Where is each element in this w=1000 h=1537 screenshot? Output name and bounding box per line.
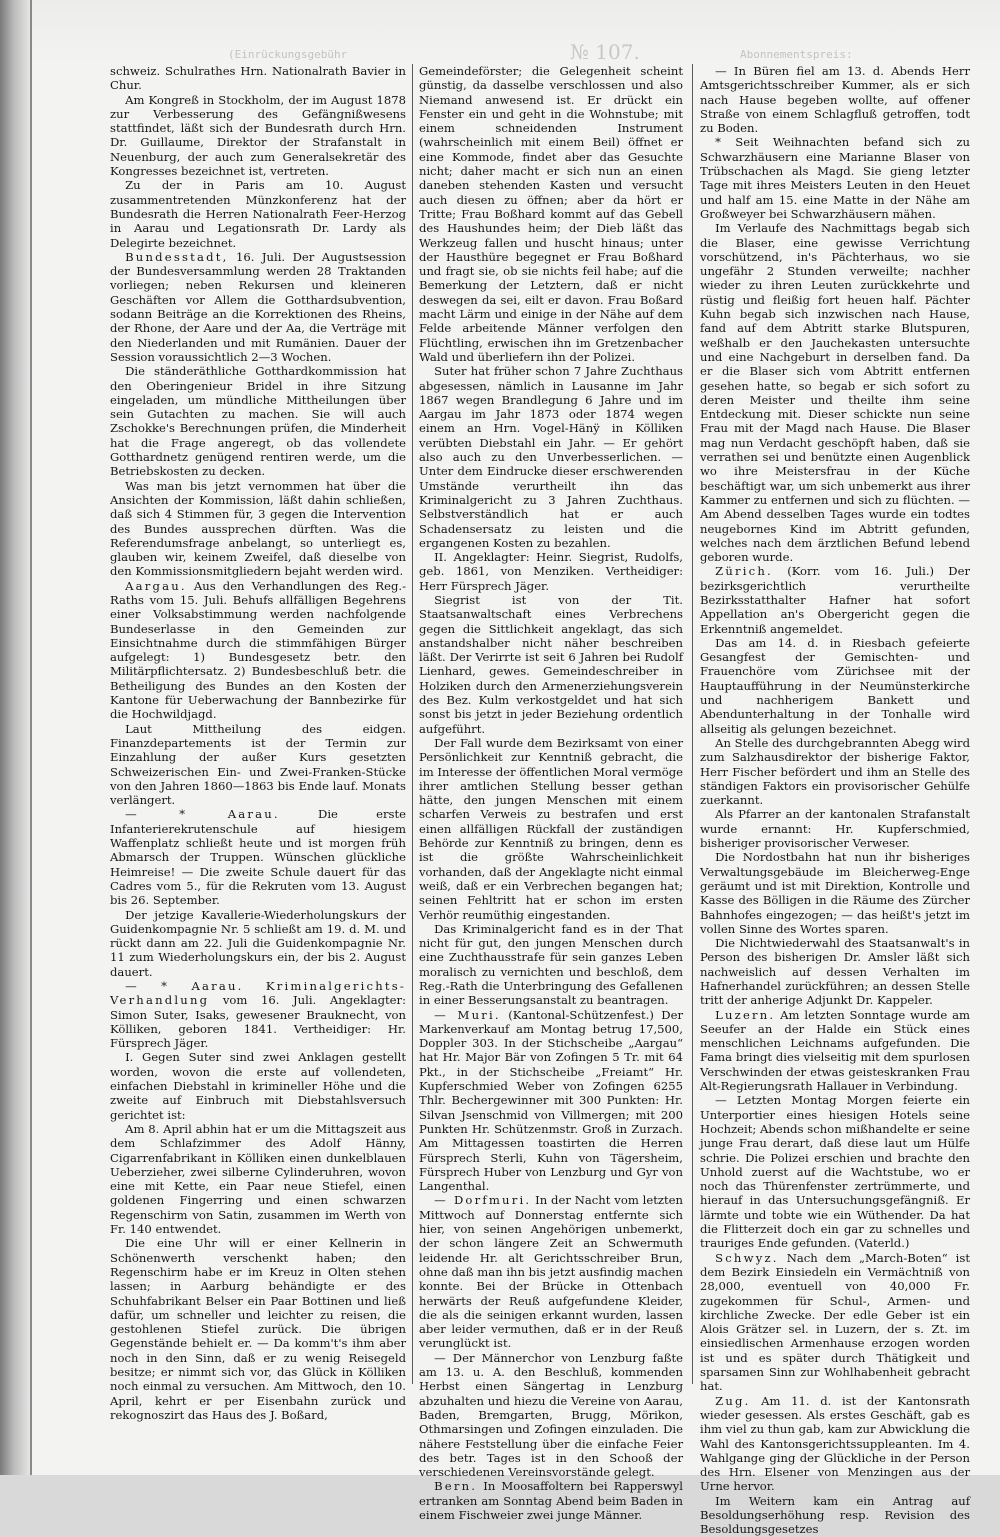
dateline-place: Zug. — [715, 1393, 751, 1408]
paragraph-text: Im Weitern kam ein Antrag auf Besoldungserhöhung resp. Revision des Besoldungsgesetzes — [700, 1493, 970, 1537]
column-1 — [110, 64, 406, 1459]
dateline-paragraph — [419, 1193, 683, 1350]
dateline-paragraph — [110, 579, 406, 722]
article-paragraph — [110, 1050, 406, 1121]
dateline-paragraph — [700, 564, 970, 635]
paragraph-text: — Letzten Montag Morgen feierte ein Unterportier eines hiesigen Hotels seine Hochzeit; Abends schon mißhandelte er seine junge Frau derart, daß diese laut um Hülfe schrie. Die Polizei erschien und brachte den Unhold zuerst auf die Wachtstube, wo er noch das Thürenfenster zertrümmerte, und hierauf in das Untersuchungsgefängniß. Er lärmte und tobte wie ein Wüthender. Da hat die Flitterzeit doch ein gar zu schnelles und trauriges Ende gefunden. (Vaterld.) — [700, 1093, 970, 1251]
article-paragraph — [110, 479, 406, 579]
column-2 — [419, 64, 683, 1522]
article-paragraph — [110, 908, 406, 979]
paragraph-text: Die Nichtwiederwahl des Staatsanwalt's in Person des bisherigen Dr. Amsler läßt sich nachweislich auf dessen Verhalten im Hafnerhandel zurückführen; an dessen Stelle tritt der anherige Adjunkt Dr. Kappeler. — [700, 936, 970, 1008]
paragraph-text: (Korr. vom 16. Juli.) Der bezirksgerichtlich verurtheilte Bezirksstatthalter Hafner hat sofort Appellation an's Obergericht gegen die Erkenntniß angemeldet. — [700, 564, 971, 636]
dateline-paragraph — [110, 250, 406, 364]
paragraph-text: Am Kongreß in Stockholm, der im August 1878 zur Verbesserung des Gefängnißwesens stattfindet, läßt sich der Bundesrath durch Hrn. Dr. Guillaume, Direktor der Strafanstalt in Neuenburg, der auch zum Generalsekretär des Kongresses bezeichnet ist, vertreten. — [110, 92, 406, 179]
article-paragraph — [110, 93, 406, 179]
paragraph-text: (Kantonal-Schützenfest.) Der Markenverkauf am Montag betrug 17,500, Doppler 303. In der Stichscheibe „Aargau“ hat Hr. Major Bär von Zofingen 5 Tr. mit 64 Pkt., in der Stichscheibe „Freiamt“ Hr. Kupferschmied Weber von Zofingen 6255 Thlr. Bechergewinner mit 300 Punkten: Hr. Silvan Jsenschmid von Villmergen; mit 200 Punkten Hr. Schützenmstr. Groß in Zurzach. Am Mittagessen toastirten die Herren Fürsprech Sterli, Kuhn von Tägersheim, Fürsprech Huber von Lenzburg und Gyr von Langenthal. — [419, 1007, 683, 1194]
dateline-paragraph — [700, 1251, 970, 1394]
dateline-paragraph — [700, 1394, 970, 1494]
column-rule-2 — [692, 64, 693, 1384]
paragraph-text: Das Kriminalgericht fand es in der That nicht für gut, den jungen Menschen durch eine Zuchthausstrafe für sein ganzes Leben moralisch zu vernichten und beschloß, dem Reg.-Rath die Unterbringung des Gefallenen in einer Besserungsanstalt zu beantragen. — [419, 921, 683, 1008]
paragraph-text: In Moosaffoltern bei Rapperswyl ertranken am Sonntag Abend beim Baden in einem Fischweier zwei junge Männer. — [419, 1479, 683, 1522]
paragraph-text: Nach dem „March-Boten“ ist dem Bezirk Einsiedeln ein Vermächtniß von 28,000, eventuell von 40,000 Fr. zugekommen für Schul-, Armen- und kirchliche Zwecke. Der edle Geber ist ein Alois Grätzer sel. in Luzern, der s. Zt. im einsiedlischen Armenhause erzogen worden ist und es später durch Thätigkeit und sparsamen Sinn zur Wohlhabenheit gebracht hat. — [700, 1250, 970, 1394]
article-paragraph — [419, 1351, 683, 1480]
page-edge — [30, 0, 32, 1475]
article-paragraph — [700, 936, 970, 1007]
bleed-through-left: (Einrückungsgebühr — [228, 48, 348, 61]
paragraph-text: Die Nordostbahn hat nun ihr bisheriges Verwaltungsgebäude im Bleicherweg-Enge geräumt und ist mit Direktion, Kontrolle und Kasse des Bölligen in die Räume des Zürcher Bahnhofes eingezogen; — das heißt's jetzt im vollen Sinne des Wortes sparen. — [700, 850, 970, 936]
article-paragraph — [700, 64, 970, 135]
paragraph-text: Suter hat früher schon 7 Jahre Zuchthaus abgesessen, nämlich in Lausanne im Jahr 1867 wegen Brandlegung 6 Jahre und im Aargau im Jahr 1873 oder 1874 wegen einem an Hrn. Vogel-Hänÿ in Kölliken verübten Diebstahl ein Jahr. — Er gehört also auch zu den Unverbesserlichen. — Unter dem Eindrucke dieser erschwerenden Umstände verurtheilt ihn das Kriminalgericht zu 3 Jahren Zuchthaus. Selbstverständlich hat er auch Schadensersatz zu leisten und die ergangenen Kosten zu bezahlen. — [419, 364, 683, 550]
paragraph-text: Zu der in Paris am 10. August zusammentretenden Münzkonferenz hat der Bundesrath die Herren Nationalrath Feer-Herzog in Aarau und Legationsrath Dr. Lardy als Delegirte bezeichnet. — [110, 178, 406, 250]
article-paragraph — [110, 1122, 406, 1236]
dateline-place: Luzern. — [715, 1007, 776, 1022]
dateline-place: — * Aarau. Kriminalgerichts-Verhandlung — [110, 979, 406, 1008]
article-paragraph — [110, 64, 406, 93]
article-paragraph — [700, 807, 970, 850]
article-paragraph — [700, 636, 970, 736]
dateline-place: — Dorfmuri. — [434, 1193, 532, 1208]
dateline-place: Aargau. — [125, 578, 187, 593]
column-3 — [700, 64, 971, 1537]
paragraph-text: Aus den Verhandlungen des Reg.-Raths vom 15. Juli. Behufs allfälligen Begehrens einer Volksabstimmung werden nachfolgende Bundeserlasse in den Gemeinden zur Einsichtnahme durch die stimmfähigen Bürger aufgelegt: 1) Bundesgesetz betr. den Militärpflichtersatz. 2) Bundesbeschluß betr. die Betheiligung des Bundes an den Kosten der Kantone für Ueberwachung der Bannbezirke für die Hochwildjagd. — [110, 578, 407, 722]
article-paragraph — [110, 1236, 406, 1422]
article-paragraph — [700, 221, 970, 564]
bleed-through-right: Abonnementspreis: — [740, 48, 853, 61]
column-rule-1 — [412, 64, 413, 1384]
paragraph-text: An Stelle des durchgebrannten Abegg wird zum Salzhausdirektor der bisherige Faktor, Herr Fischer befördert und ihm an Stelle des ständigen Faktors ein provisorischer Gehülfe zuerkannt. — [700, 735, 970, 808]
paragraph-text: Der Fall wurde dem Bezirksamt von einer Persönlichkeit zur Kenntniß gebracht, die im Interesse der öffentlichen Moral vermöge ihrer amtlichen Stellung besser gethan hätte, den jungen Menschen mit einem scharfen Verweis zu bestrafen und erst einen allfälligen Rückfall der zuständigen Behörde zur Kenntniß zu bringen, denn es ist die größte Wahrscheinlichkeit vorhanden, daß der Angeklagte nicht einmal weiß, daß er ein Verbrechen begangen hat; seinen Fehltritt hat er schon im ersten Verhör reumüthig eingestanden. — [419, 735, 683, 922]
paragraph-text: Am 8. April abhin hat er um die Mittagszeit aus dem Schlafzimmer des Adolf Hänny, Cigarrenfabrikant in Kölliken einen dunkelblauen Ueberzieher, zwei silberne Cylinderuhren, wovon eine mit Kette, ein Paar neue Stiefel, einen goldenen Fingerring und einen schwarzen Regenschirm von Satin, zusammen im Werth von Fr. 140 entwendet. — [110, 1121, 406, 1237]
article-paragraph — [700, 135, 970, 221]
dateline-paragraph — [700, 1008, 970, 1094]
article-paragraph — [110, 364, 406, 478]
paragraph-text: — Der Männerchor von Lenzburg faßte am 13. u. A. den Beschluß, kommenden Herbst einen Sängertag in Lenzburg abzuhalten und hiezu die Vereine von Aarau, Baden, Bremgarten, Brugg, Mörikon, Othmarsingen und Zofingen einzuladen. Die nähere Feststellung über die einfache Feier des betr. Tages ist in den Schooß der verschiedenen Vereinsvorstände gelegt. — [419, 1350, 683, 1480]
dateline-place: Bern. — [434, 1479, 478, 1494]
article-paragraph — [700, 850, 970, 936]
dateline-paragraph — [419, 1008, 683, 1194]
top-margin — [32, 0, 1000, 62]
article-paragraph — [419, 550, 683, 593]
dateline-place: — * Aarau. — [125, 807, 280, 822]
article-paragraph — [110, 178, 406, 249]
dateline-place: Bundesstadt, — [125, 249, 229, 264]
paragraph-text: * Seit Weihnachten befand sich zu Schwarzhäusern eine Marianne Blaser von Trübschachen als Magd. Sie gieng letzter Tage mit ihres Meisters Leuten in den Heuet und half am 15. eine Matte in der Nähe am Großweyer bei Schwarzhäusern mähen. — [700, 135, 970, 221]
paragraph-text: In der Nacht vom letzten Mittwoch auf Donnerstag entfernte sich hier, von seinen Angehörigen unbemerkt, der schon längere Zeit an Schwermuth leidende Hr. alt Gerichtsschreiber Brun, ohne daß man ihn bis jetzt ausfindig machen konnte. Bei der Brücke in Ottenbach herwärts der Reuß aufgefundene Kleider, die als die seinigen erkannt wurden, lassen aber leider vermuthen, daß er in der Reuß verunglückt ist. — [419, 1193, 683, 1351]
paragraph-text: Siegrist ist von der Tit. Staatsanwaltschaft eines Verbrechens gegen die Sittlichkeit angeklagt, das sich anstandshalber nicht näher beschreiben läßt. Der Verirrte ist seit 6 Jahren bei Rudolf Lienhard, gewes. Gemeindeschreiber in Holziken durch den Armenerziehungsverein des Bez. Kulm verkostgeldet und hat sich sonst bis jetzt in jeder Beziehung ordentlich aufgeführt. — [419, 592, 683, 736]
paragraph-text: schweiz. Schulrathes Hrn. Nationalrath Bavier in Chur. — [110, 64, 406, 93]
dateline-paragraph — [419, 1479, 683, 1522]
article-paragraph — [419, 364, 683, 550]
paragraph-text: Der jetzige Kavallerie-Wiederholungskurs der Guidenkompagnie Nr. 5 schließt am 19. d. M. und rückt dann am 22. Juli die Guidenkompagnie Nr. 11 zum Wiederholungskurs ein, der bis 2. August dauert. — [110, 907, 406, 979]
paragraph-text: Gemeindeförster; die Gelegenheit scheint günstig, da dasselbe verschlossen und also Niemand anwesend ist. Er drückt ein Fenster ein und geht in die Wohnstube; mit einem schneidenden Instrument (wahrscheinlich mit einem Beil) öffnet er eine Kommode, findet aber das Gesuchte nicht; daher macht er sich nun an einen daneben stehenden Kasten und versucht auch diesen zu öffnen; aber da hört er Tritte; Frau Boßhard kommt auf das Gebell des Haushundes heim; der Dieb läßt das Werkzeug fallen und huscht hinaus; unter der Hausthüre begegnet er Frau Boßhard und fragt sie, ob sie nichts feil habe; auf die Bemerkung der Letztern, daß er nicht deswegen da sei, eilt er davon. Frau Boßard macht Lärm und einige in der Nähe auf dem Felde arbeitende Männer verfolgen den Flüchtling, erwischen ihn im Gretzenbacher Wald und überliefern ihn der Polizei. — [419, 64, 683, 364]
paragraph-text: Am 11. d. ist der Kantonsrath wieder gesessen. Als erstes Geschäft, gab es ihm viel zu thun gab, kam zur Abwicklung die Wahl des Kantonsgerichtssuppleanten. Im 4. Wahlgange ging der Glückliche in der Person des Hrn. Elsener von Menzingen aus der Urne hervor. — [700, 1393, 971, 1494]
article-paragraph — [419, 64, 683, 364]
dateline-place: Zürich. — [715, 564, 773, 579]
paragraph-text: 16. Juli. Der Augustsession der Bundesversammlung werden 28 Traktanden vorliegen; neben Rekursen und kleineren Geschäften vor Allem die Gotthardsubvention, sodann Beiträge an die Korrektionen des Rheins, der Rhone, der Aare und der Aa, die Verträge mit den Niederlanden und mit Rumänien. Dauer der Session voraussichtlich 2—3 Wochen. — [110, 249, 406, 364]
paragraph-text: Die ständeräthliche Gotthardkommission hat den Oberingenieur Bridel in ihre Sitzung eingeladen, um mündliche Mittheilungen über sein Gutachten zu machen. Sie will auch Zschokke's Berechnungen prüfen, die Minderheit hat die Frage angeregt, ob das vollendete Gotthardnetz genügend rentiren werde, um die Betriebskosten zu decken. — [110, 364, 406, 479]
dateline-place: Schwyz. — [715, 1250, 779, 1265]
article-paragraph — [419, 922, 683, 1008]
paragraph-text: Als Pfarrer an der kantonalen Strafanstalt wurde ernannt: Hr. Kupferschmied, bisheriger provisorischer Verweser. — [700, 807, 970, 851]
paragraph-text: Die erste Infanterierekrutenschule auf hiesigem Waffenplatz schließt heute und ist morgen früh Abmarsch der Truppen. Wünschen glückliche Heimreise! — Die zweite Schule dauert für das Cadres vom 5., für die Rekruten vom 13. August bis 26. September. — [110, 807, 407, 908]
paragraph-text: Das am 14. d. in Riesbach gefeierte Gesangfest der Gemischten- und Frauenchöre vom Zürichsee mit der Hauptaufführung in der Neumünsterkirche und nachherigem Bankett und Abendunterhaltung in der Tonhalle wird allseitig als gelungen bezeichnet. — [700, 635, 970, 736]
binding-shadow — [0, 0, 32, 1475]
dateline-paragraph — [110, 807, 406, 907]
article-paragraph — [700, 1093, 970, 1250]
article-paragraph — [700, 1494, 970, 1537]
paragraph-text: Am letzten Sonntage wurde am Seeufer an der Halde ein Stück eines menschlichen Leichnams aufgefunden. Die Fama bringt dies vielseitig mit dem spurlosen Verschwinden der etwas geisteskranken Frau Alt-Regierungsrath Hallauer in Verbindung. — [700, 1007, 971, 1094]
paragraph-text: I. Gegen Suter sind zwei Anklagen gestellt worden, wovon die erste auf vollendeten, einfachen Diebstahl in krimineller Höhe und die zweite auf Einbruch mit Diebstahlsversuch gerichtet ist: — [110, 1050, 406, 1122]
paragraph-text: Im Verlaufe des Nachmittags begab sich die Blaser, eine gewisse Verrichtung vorschützend, in's Pächterhaus, wo sie ungefähr 2 Stunden verweilte; nachher wieder zu ihren Leuten zurückkehrte und rüstig und fleißig fort heuen half. Pächter Kuhn begab sich inzwischen nach Hause, fand auf dem Abtritt starke Blutspuren, weßhalb er den Jauchekasten untersuchte und eine Nachgeburt in derselben fand. Da er die Blaser sich vom Abtritt entfernen gesehen hatte, so begab er sich sofort zu deren Meister und theilte ihm seine Entdeckung mit. Dieser schickte nun seine Frau mit der Magd nach Hause. Die Blaser mag nun Verdacht geschöpft haben, daß sie verrathen sei und benützte einen Augenblick wo ihre Meistersfrau in der Küche beschäftigt war, um sich unbemerkt aus ihrer Kammer zu entfernen und sich zu flüchten. — Am Abend desselben Tages wurde ein todtes neugebornes Kind im Abtritt gefunden, welches nach dem ärztlichen Befund lebend geboren wurde. — [700, 221, 970, 565]
article-paragraph — [419, 593, 683, 736]
dateline-place: — Muri. — [434, 1007, 501, 1022]
article-paragraph — [419, 736, 683, 922]
dateline-paragraph — [110, 979, 406, 1050]
paragraph-text: II. Angeklagter: Heinr. Siegrist, Rudolfs, geb. 1861, von Menziken. Vertheidiger: Herr Fürsprech Jäger. — [419, 550, 683, 593]
paragraph-text: Laut Mittheilung des eidgen. Finanzdepartements ist der Termin zur Einzahlung der außer Kurs gesetzten Schweizerischen Ein- und Zwei-Franken-Stücke von den Jahren 1860—1863 bis Ende lauf. Monats verlängert. — [110, 721, 406, 808]
bleed-through-issue-number: № 107. — [570, 40, 640, 64]
paragraph-text: Was man bis jetzt vernommen hat über die Ansichten der Kommission, läßt dahin schließen, daß sich 4 Stimmen für, 3 gegen die Intervention des Bundes aussprechen dürften. Was die Referendumsfrage anbelangt, so unterliegt es, glauben wir, keinem Zweifel, daß dieselbe von den Kommissionsmitgliedern bejaht werden wird. — [110, 478, 406, 579]
paragraph-text: vom 16. Juli. Angeklagter: Simon Suter, Isaks, gewesener Brauknecht, von Kölliken, geboren 1841. Vertheidiger: Hr. Fürsprech Jäger. — [110, 993, 406, 1051]
paragraph-text: Die eine Uhr will er einer Kellnerin in Schönenwerth verschenkt haben; den Regenschirm habe er im Kreuz in Olten stehen lassen; in Aarburg behändigte er des Schuhfabrikant Belser ein Paar Bottinen und ließ dafür, um schneller und leichter zu reisen, die gestohlenen Stiefel zurück. Die übrigen Gegenstände behielt er. — Da komm't's ihm aber noch in den Sinn, daß er zu wenig Reisegeld besitze; er nimmt sich vor, das Glück in Kölliken noch einmal zu versuchen. Am Mittwoch, den 10. April, kehrt er per Eisenbahn zurück und rekognoszirt das Haus des J. Boßard, — [110, 1236, 406, 1422]
paragraph-text: — In Büren fiel am 13. d. Abends Herr Amtsgerichtsschreiber Kummer, als er sich nach Hause begeben wollte, auf offener Straße von einem Schlagfluß getroffen, todt zu Boden. — [700, 64, 970, 136]
article-paragraph — [700, 736, 970, 807]
article-paragraph — [110, 722, 406, 808]
